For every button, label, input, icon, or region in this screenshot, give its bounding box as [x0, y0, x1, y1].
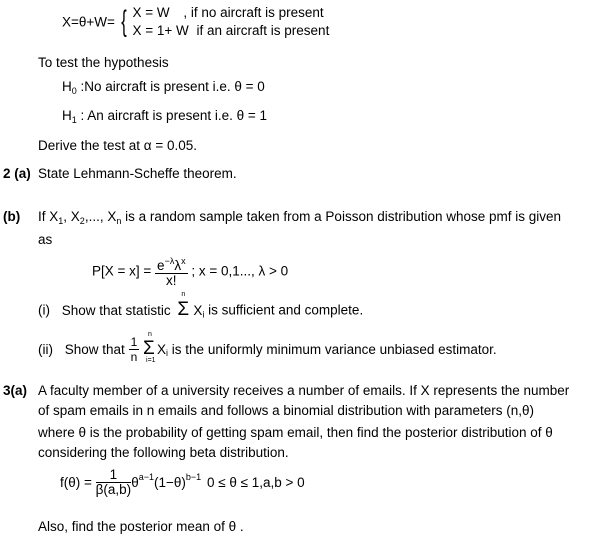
q2b-ii-text-2: is the uniformly minimum variance unbiased estimator.	[168, 342, 497, 357]
pmf-lhs: P[X = x] =	[92, 263, 152, 279]
pmf-rhs: ; x = 0,1..., λ > 0	[191, 263, 289, 279]
prior-paren-sup: b−1	[185, 472, 202, 483]
cases	[132, 4, 329, 40]
q2b-text-2: , X	[63, 209, 80, 224]
prior-theta: θ	[131, 475, 139, 490]
frac-den: n	[130, 350, 138, 364]
case1-expr: X = W	[132, 5, 170, 20]
h0-text: :No aircraft is present i.e. θ = 0	[80, 79, 265, 94]
h1-label: H	[62, 108, 72, 123]
x-definition	[62, 4, 329, 40]
q2b-ii-label: (ii)	[38, 342, 53, 357]
poisson-pmf	[92, 254, 288, 288]
h0-label: H	[62, 79, 72, 94]
pmf-e-sup: −λ	[164, 256, 175, 266]
q3a-line4: considering the following beta distribution.	[38, 445, 289, 460]
sum-upper: n	[181, 291, 186, 298]
q2b-sub2: 2	[79, 216, 85, 226]
q3a-line1: A faculty member of a university receives a number of emails. If X represents the number	[38, 383, 570, 398]
prior-theta-sup: a−1	[138, 472, 154, 483]
q2b-sub1: 1	[58, 216, 64, 226]
q2b-text-cont: as	[38, 232, 53, 247]
derive-test: Derive the test at α = 0.05.	[38, 138, 198, 153]
q3a-line3: where θ is the probability of getting spam email, then find the posterior distribution of θ	[38, 425, 553, 440]
q3a-line2: of spam emails in n emails and follows a binomial distribution with parameters (n,θ)	[38, 403, 534, 418]
q2b-i-x-sub: i	[202, 309, 205, 320]
sum-symbol-ii	[143, 330, 157, 364]
q2b-ii-x-sub: i	[166, 348, 169, 359]
h1-text: : An aircraft is present i.e. θ = 1	[80, 108, 267, 123]
case2-expr: X = 1+ W	[132, 23, 189, 38]
q2b-i	[38, 291, 364, 324]
q3a-number: 3(a)	[3, 383, 28, 398]
q2b-i-label: (i)	[38, 302, 50, 318]
case-no-aircraft	[132, 4, 329, 22]
null-hypothesis	[62, 79, 265, 96]
h0-sub: 0	[71, 86, 77, 96]
sum-sigma: Σ	[177, 299, 190, 320]
q2b-subn: n	[116, 216, 122, 226]
sum-symbol	[177, 291, 191, 324]
sum-upper-ii: n	[148, 330, 152, 338]
q2b-i-text-1: Show that statistic	[61, 302, 171, 318]
q2b-text-1: If X	[38, 209, 59, 224]
q2b-ii-text-1: Show that	[64, 342, 125, 357]
prior-lhs: f(θ) =	[60, 475, 92, 490]
case2-cond: if an aircraft is present	[196, 23, 330, 38]
test-intro: To test the hypothesis	[38, 55, 169, 70]
prior-num: 1	[96, 468, 132, 483]
prior-fraction	[96, 468, 132, 497]
case1-cond: , if no aircraft is present	[183, 5, 324, 20]
q2b-text-3: ,..., X	[84, 209, 117, 224]
q2b-number: (b)	[3, 209, 21, 224]
prior-cond: 0 ≤ θ ≤ 1,a,b > 0	[206, 475, 305, 490]
q2b-text-4: is a random sample taken from a Poisson distribution whose pmf is given	[121, 209, 562, 224]
cases-brace: {	[120, 5, 127, 38]
frac-num: 1	[130, 335, 138, 349]
q2a-text: State Lehmann-Scheffe theorem.	[38, 166, 237, 181]
pmf-denominator: x!	[166, 273, 177, 288]
q2b-ii-x: X	[157, 342, 167, 357]
pmf-fraction	[155, 254, 188, 288]
q2b-i-text-2: is sufficient and complete.	[204, 302, 364, 318]
h1-sub: 1	[71, 115, 77, 125]
q2b-ii	[38, 330, 497, 364]
alt-hypothesis	[62, 108, 267, 125]
one-over-n	[129, 335, 140, 364]
pmf-lambda: λ	[174, 258, 182, 273]
beta-prior	[60, 468, 305, 497]
pmf-numerator	[155, 254, 188, 274]
q2b-i-x: X	[193, 302, 203, 318]
q2b-text	[38, 209, 561, 226]
x-equals: X=θ+W=	[62, 14, 115, 30]
pmf-e: e	[157, 258, 165, 273]
prior-den: β(a,b)	[95, 482, 132, 497]
posterior-mean: Also, find the posterior mean of θ .	[38, 519, 244, 534]
sum-sigma-ii: Σ	[143, 337, 155, 359]
sum-lower-ii: i=1	[146, 356, 156, 364]
case-aircraft	[132, 22, 329, 40]
q2a-number: 2 (a)	[3, 166, 31, 181]
pmf-lambda-sup: x	[181, 256, 186, 266]
prior-paren: (1−θ)	[153, 475, 186, 490]
